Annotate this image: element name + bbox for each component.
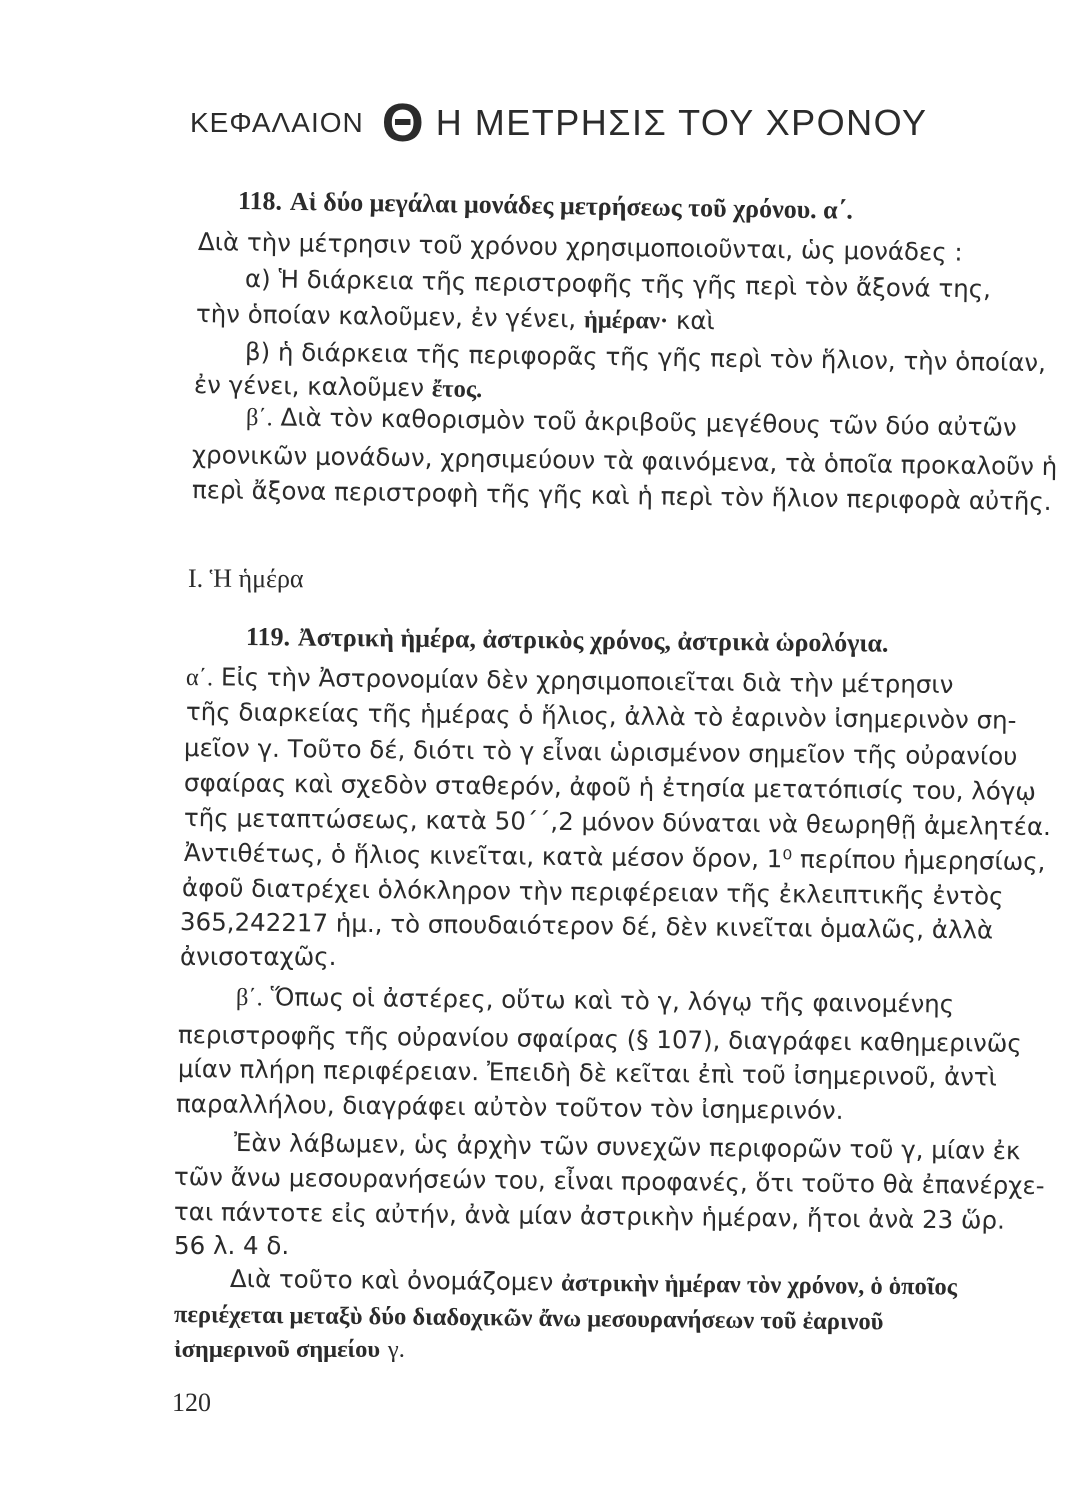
paragraph-line	[236, 980, 954, 1023]
paragraph-line: 365,242217 ἡμ., τὸ σπουδαιότερον δέ, δὲν κινεῖται ὁμαλῶς, ἀλλὰ	[179, 907, 994, 945]
paragraph-line: ἀφοῦ διατρέχει ὁλόκληρον τὴν περιφέρειαν τῆς ἐκλειπτικῆς ἐντὸς	[181, 873, 1004, 911]
text-span: Διὰ τὸν καθορισμὸν τοῦ ἀκριβοῦς μεγέθους τῶν δύο αὐτῶν	[280, 402, 1017, 442]
paragraph-line: περιστροφῆς τῆς οὐρανίου σφαίρας (§ 107), διαγράφει καθημερινῶς	[177, 1020, 1022, 1058]
chapter-label: ΚΕΦΑΛΑΙΟΝ	[190, 107, 364, 138]
section-119-heading-line	[246, 620, 889, 661]
paragraph-line: τῶν ἄνω μεσουρανήσεών του, εἶναι προφανές, ὅτι τοῦτο θὰ ἐπανέρχε-	[173, 1162, 1045, 1201]
paragraph-line	[196, 297, 715, 339]
paragraph-line: 56 λ. 4 δ.	[174, 1231, 290, 1260]
section-119-number: 119.	[245, 622, 291, 652]
subsection-heading: I. Ἡ ἡμέρα	[188, 564, 304, 593]
paragraph-line: σφαίρας καὶ σχεδὸν σταθερόν, ἀφοῦ ἡ ἐτησία μετατόπισίς του, λόγῳ	[183, 768, 1036, 806]
term-hemera: ἡμέραν·	[583, 306, 669, 335]
text-span: Ὅπως οἱ ἀστέρες, οὕτω καὶ τὸ γ, λόγῳ τῆς φαινομένης	[270, 982, 955, 1019]
paragraph-line: ται πάντοτε εἰς αὐτήν, ἀνὰ μίαν ἀστρικὴν ἡμέραν, ἤτοι ἀνὰ 23 ὥρ.	[173, 1197, 1006, 1235]
paragraph-line: περὶ ἄξονα περιστροφὴ τῆς γῆς καὶ ἡ περὶ τὸν ἥλιον περιφορὰ αὐτῆς.	[191, 475, 1052, 517]
text-span: γ.	[387, 1336, 405, 1363]
text-span: Εἰς τὴν Ἀστρονομίαν δὲν χρησιμοποιεῖται διὰ τὴν μέτρησιν	[220, 662, 954, 700]
paragraph-line: τῆς διαρκείας τῆς ἡμέρας ὁ ἥλιος, ἀλλὰ τὸ ἐαρινὸν ἰσημερινὸν ση-	[185, 697, 1017, 735]
paragraph-line: Ἐὰν λάβωμεν, ὡς ἀρχὴν τῶν συνεχῶν περιφορῶν τοῦ γ, μίαν ἐκ	[233, 1128, 1021, 1166]
paragraph-line: παραλλήλου, διαγράφει αὐτὸν τοῦτον τὸν ἰσημερινόν.	[175, 1089, 844, 1125]
section-119-heading: Ἀστρικὴ ἡμέρα, ἀστρικὸς χρόνος, ἀστρικὰ ὡρολόγια.	[297, 622, 889, 658]
section-118-number: 118.	[237, 186, 283, 216]
beta-label: β΄.	[235, 984, 263, 1012]
paragraph-line: χρονικῶν μονάδων, χρησιμεύουν τὰ φαινόμενα, τὰ ὁποῖα προκαλοῦν ἡ	[191, 440, 1058, 482]
paragraph-line: ἀνισοταχῶς.	[180, 942, 337, 971]
text-span: Διὰ τοῦτο καὶ ὀνομάζομεν	[229, 1264, 554, 1297]
chapter-heading	[190, 92, 950, 154]
paragraph-line: μεῖον γ. Τοῦτο δέ, διότι τὸ γ εἶναι ὡρισμένον σημεῖον τῆς οὐρανίου	[183, 733, 1018, 771]
paragraph-line: β) ἡ διάρκεια τῆς περιφορᾶς τῆς γῆς περὶ τὸν ἥλιον, τὴν ὁποίαν,	[244, 337, 1047, 378]
paragraph-line: Διὰ τὴν μέτρησιν τοῦ χρόνου χρησιμοποιοῦνται, ὡς μονάδες :	[197, 227, 963, 267]
definition-line	[174, 1332, 405, 1367]
section-118-heading: Αἱ δύο μεγάλαι μονάδες μετρήσεως τοῦ χρόνου. α΄.	[289, 186, 854, 225]
paragraph-line: α) Ἡ διάρκεια τῆς περιστροφῆς τῆς γῆς περὶ τὸν ἄξονά της,	[244, 264, 992, 304]
definition-line	[230, 1262, 957, 1305]
text-span: τὴν ὁποίαν καλοῦμεν, ἐν γένει,	[195, 299, 577, 334]
definition-line: περιέχεται μεταξὺ δύο διαδοχικῶν ἄνω μεσουρανήσεων τοῦ ἐαρινοῦ	[173, 1301, 884, 1336]
text-span: ἐν γένει, καλοῦμεν	[193, 370, 425, 403]
definition-bold: ἰσημερινοῦ σημείου	[174, 1336, 381, 1363]
term-etos: ἔτος.	[431, 375, 483, 404]
paragraph-line: μίαν πλήρη περιφέρειαν. Ἐπειδὴ δὲ κεῖται ἐπὶ τοῦ ἰσημερινοῦ, ἀντὶ	[177, 1054, 998, 1092]
section-118-heading-line	[238, 184, 853, 228]
paragraph-line	[246, 400, 1017, 446]
alpha-label: α΄.	[185, 664, 214, 692]
page-number: 120	[172, 1388, 211, 1417]
beta-label: β΄.	[245, 404, 273, 432]
chapter-letter: Θ	[381, 93, 424, 153]
definition-bold: ἀστρικὴν ἡμέραν τὸν χρόνον, ὁ ὁποῖος	[560, 1269, 958, 1301]
text-span: καὶ	[675, 305, 716, 336]
paragraph-line: τῆς μεταπτώσεως, κατὰ 50΄΄,2 μόνον δύναται νὰ θεωρηθῇ ἀμελητέα.	[183, 803, 1052, 842]
paragraph-line: Ἀντιθέτως, ὁ ἥλιος κινεῖται, κατὰ μέσον ὅρον, 1⁰ περίπου ἡμερησίως,	[183, 838, 1046, 877]
chapter-title: Η ΜΕΤΡΗΣΙΣ ΤΟΥ ΧΡΟΝΟΥ	[435, 102, 928, 143]
